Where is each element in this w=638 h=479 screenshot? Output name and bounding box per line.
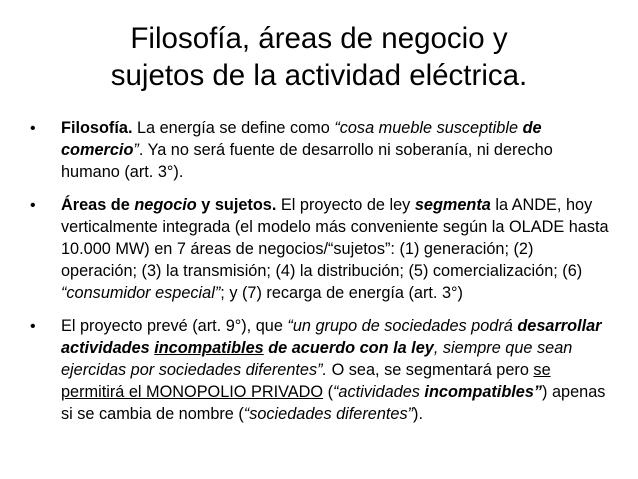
- bullet-quote: “cosa mueble susceptible: [334, 119, 523, 137]
- bullet-dot-icon: •: [30, 197, 36, 215]
- bullet-quote: “sociedades diferentes”: [243, 404, 414, 423]
- bullet-text: El proyecto de ley: [276, 196, 415, 215]
- title-line-2: sujetos de la actividad eléctrica.: [110, 59, 528, 92]
- title-line-1: Filosofía, áreas de negocio y: [130, 22, 508, 55]
- bullet-heading: Filosofía.: [61, 119, 133, 137]
- bullet-dot-icon: •: [30, 120, 36, 137]
- bullet-areas-negocio: [30, 195, 610, 304]
- bullet-heading: Áreas de: [61, 196, 135, 215]
- bullet-quote: “actividades: [333, 382, 425, 401]
- bullet-quote: “consumidor especial”: [61, 283, 221, 302]
- bullet-heading: y sujetos.: [196, 196, 277, 215]
- bullet-text: ) apenas si se cambia de nombre (: [61, 382, 606, 423]
- slide-title: [0, 20, 638, 94]
- bullet-quote-bold: de acuerdo con la ley: [263, 339, 434, 358]
- bullet-quote-close: ”: [133, 140, 139, 159]
- bullet-emphasis: segmenta: [414, 196, 491, 215]
- bullet-heading-italic: negocio: [134, 196, 197, 215]
- bullet-proyecto: [30, 316, 610, 425]
- bullet-quote: , siempre que sean ejercidas por sociedades diferentes”.: [61, 339, 573, 379]
- bullet-underlined: se permitirá el MONOPOLIO PRIVADO: [61, 360, 551, 401]
- bullet-text: . Ya no será fuente de desarrollo ni soberanía, ni derecho humano (art. 3°).: [61, 140, 553, 181]
- bullet-text: O sea, se segmentará pero: [327, 360, 534, 379]
- bullet-quote: “un grupo de sociedades podrá: [287, 317, 518, 336]
- bullet-text: (: [323, 382, 334, 401]
- bullet-quote-bold: de comercio: [61, 119, 542, 159]
- bullet-quote-bold: incompatibles”: [424, 382, 543, 401]
- bullet-text: ; y (7) recarga de energía (art. 3°): [220, 283, 463, 302]
- bullet-text: El proyecto prevé (art. 9°), que: [61, 317, 288, 336]
- bullet-quote-underlined: incompatibles: [154, 339, 264, 358]
- bullet-filosofia: [30, 118, 610, 183]
- bullet-list: [30, 118, 610, 437]
- bullet-quote-bold: desarrollar actividades: [61, 317, 602, 358]
- bullet-text: ).: [413, 404, 423, 423]
- bullet-text: la ANDE, hoy verticalmente integrada (el modelo más conveniente según la OLADE hasta 10.000 MW) en 7 áreas de negocios/“sujetos”: (1) generación; (2) operación; (3) la transmisión; (4) la distribución; (5) comercialización; (6): [61, 196, 609, 280]
- bullet-text: La energía se define como: [132, 119, 335, 137]
- bullet-dot-icon: •: [30, 318, 36, 336]
